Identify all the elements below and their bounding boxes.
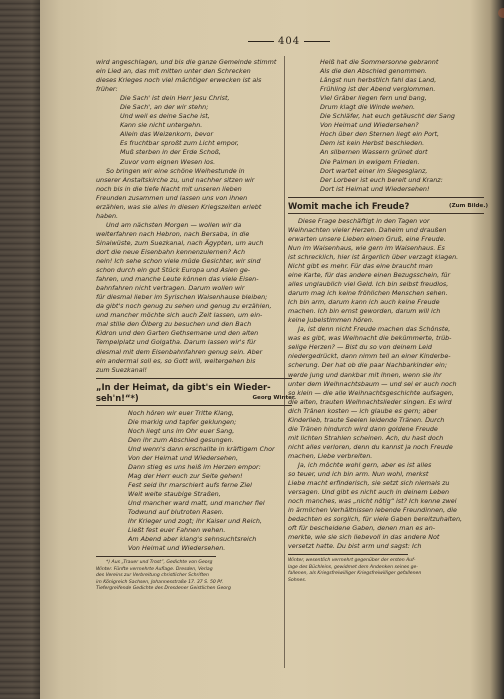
text-line: Der Lorbeer ist euch bereit und Kranz: [320,175,443,184]
text-line: Die Schläfer, hat euch getäuscht der Sang [320,112,455,121]
section-title: Womit mache ich Freude? [288,200,410,211]
text-line: weiterfahren nach Hebron, nach Bersaba, in die [96,229,250,238]
text-line: ein Lied an, das mit mitten unter den Schrecken [96,67,251,76]
text-line: Diese Frage beschäftigt in den Tagen vor [298,216,430,225]
text-line: Dem ist kein Herbst beschieden. [320,139,425,148]
text-line: machen. Ich bin ernst geworden, darum will ich [288,307,441,316]
text-line: machen, Liebe verbreiten. [288,451,373,460]
text-line: werde jung und dankbar mit ihnen, wenn sie ihr [288,370,442,379]
text-line: nein! Ich sehe schon viele müde Gesichter, wir sind [96,257,261,266]
text-line: noch manches, was „nicht nötig“ ist? Ich kenne zwei [288,497,457,506]
text-line: dort die neue Eisenbahn kennenzulernen? Ach [96,247,245,256]
footnote-rule [96,556,216,557]
rule [288,197,484,198]
text-line: unserer Anstaltskirche zu, und nachher sitzen wir [96,175,255,184]
text-line: Viel Gräber liegen fern und bang, [320,94,427,103]
text-line: fallenen, als Kriegsfreiwilliger Kriegsfreiwilliger gefallenen [288,571,422,577]
section-tag: (Zum Bilde.) [449,202,488,209]
text-line: Die Sach' ist dein Herr Jesu Christ, [120,94,230,103]
text-line: eine Karte, für das andere einen Bezugsschein, für [288,270,451,279]
text-line: Frühling ist der Abend verglommen. [320,85,436,94]
text-line: Ja, ich möchte wohl gern, aber es ist alles [298,460,432,469]
text-line: Winter. Fünfte vermehrte Auflage. Dresden, Verlag [96,566,213,572]
text-line: Ich bin arm, darum kann ich auch keine Freude [288,298,440,307]
text-line: die alten, trauten Weihnachtslieder singen. Es wird [288,397,452,406]
text-line: Drum klagt die Winde wehen. [320,103,416,112]
text-line: Hoch über den Sternen liegt ein Port, [320,130,440,139]
text-line: bedachten es sorglich, für viele Gaben bereitzuhalten, [288,515,463,524]
text-line: alles unglaublich viel Geld. Ich bin selbst freudlos, [288,280,449,289]
text-line: versetzt hatte. Du bist arm und sagst: Ich [288,542,422,551]
text-line: Am Abend aber klang's sehnsuchtsreich [128,535,257,544]
text-line: Todwund auf blutroten Rasen. [128,508,224,517]
text-line: mit lichten Strahlen scheinen. Ach, du hast doch [288,433,444,442]
text-line: Zuvor vom eignen Wesen los. [120,157,216,166]
text-line: Dann stieg es uns heiß im Herzen empor: [128,462,261,471]
text-line: niedergedrückt, dann nimm teil an einer Kinderbe- [288,352,451,361]
text-line: ein andermal soll es, so Gott will, weitergehen bis [96,356,256,365]
text-line: so klein — die alle Weihnachtsgeschichte aufsagen, [288,388,454,397]
text-line: dieses Krieges noch viel mächtiger erwecken ist als [96,76,262,85]
text-line: Tempelplatz und Golgatha. Darum lassen wir's für [96,338,256,347]
text-line: Die Palmen in ewigem Frieden. [320,157,420,166]
hymn-verse [96,94,296,166]
text-line: Und mancher ward matt, und mancher fiel [128,499,265,508]
text-line: Ihr Krieger und zogt; ihr Kaiser und Reich, [128,517,262,526]
text-line: Den ihr zum Abschied gesungen. [128,435,234,444]
intro-text [96,58,296,94]
rule [288,213,484,214]
text-line: früher: [96,85,118,94]
text-line: zum Suezkanal! [96,365,147,374]
text-line: erzählen, was sie alles in diesen Kriegszeiten erlebt [96,202,262,211]
text-line: Kinderlieb, traute Seelen leidende Tränen. Durch [288,415,445,424]
text-line: Kidron und den Garten Gethsemane und den alten [96,329,259,338]
text-line: Mag der Herr euch zur Seite gehen! [128,471,243,480]
poem-author: Georg Winter. [252,394,296,401]
text-line: und mancher möchte sich auch Zeit lassen, um ein- [96,311,263,320]
text-line: versagen. Und gibt es nicht auch in deinem Leben [288,488,450,497]
text-line: An silbernen Wassern grünet dort [320,148,428,157]
text-line: Heiß hat die Sommersonne gebrannt [320,58,439,66]
text-line: scherung. Der hat ob die paar Nachbarkinder ein; [288,361,447,370]
text-line: so teuer, und ich bin arm. Nun wohl, merkst [288,470,429,479]
section-heading [288,201,488,212]
text-line: merkte, wie sie sich liebevoll in das andere Not [288,533,440,542]
text-line: selige Herzen? — Bist du so von deinem Leid [288,343,432,352]
text-line: Von Heimat und Wiedersehen? [320,121,419,130]
book-spine [0,0,40,699]
left-column [96,58,296,592]
page-number: 404 [278,36,301,47]
text-line: haben. [96,211,119,220]
text-line: Weit weite staubige Straßen, [128,490,221,499]
text-line: Die Sach', an der wir stehn; [120,103,209,112]
text-line: Nun im Waisenhaus, wie gern im Waisenhaus. Es [288,243,445,252]
text-line: keine Jubelstimmen hören. [288,316,374,325]
text-line: Noch liegt uns im Ohr euer Sang, [128,426,235,435]
text-line: Von Heimat und Wiedersehen. [128,544,226,553]
text-line: unter dem Weihnachtsbaum — und sei er auch noch [288,379,457,388]
footnote-rule [288,554,408,555]
text-line: die Tränen hindurch wird dann goldene Freude [288,424,438,433]
text-line: Als die den Abschied genommen. [320,67,427,76]
rule [96,405,292,406]
text-line: mal stille den Ölberg zu besuchen und den Bach [96,320,252,329]
text-line: Noch hören wir euer Tritte Klang, [128,408,234,417]
right-column [288,58,488,584]
text-line: bahnfahren nicht vertragen. Darum wollen wir [96,284,245,293]
text-line: So bringen wir eine schöne Weihestunde in [106,166,245,175]
paragraph [288,325,488,461]
text-line: in ärmlichen Verhältnissen lebende Freundinnen, die [288,506,457,515]
text-line: Die markig und tapfer geklungen; [128,417,237,426]
text-line: Allein das Weizenkorn, bevor [120,130,214,139]
text-line: lage des Büchleins, gewidmet dem Andenken seines ge- [288,564,418,570]
text-line: Ja, ist denn nicht Freude machen das Schönste, [298,325,451,334]
text-line: Kann sie nicht untergehn. [120,121,203,130]
text-line: Tiefergreifende Gedichte des Dresdener Geistlichen Georg [96,586,231,592]
text-line: Winter, wesentlich vermehrt gegenüber der ersten Auf- [288,558,416,564]
paragraph [288,461,488,551]
text-line: Dort wartet einer im Siegesglanz, [320,166,428,175]
text-line: nicht alles verloren, denn du kannst ja noch Freude [288,442,453,451]
text-line: im Königreich Sachsen, Johannesstraße 17. 37 S. 50 Pf. [96,579,224,585]
text-line: Liebe macht erfinderisch, sie setzt sich niemals zu [288,479,450,488]
poem-title-line2: seh'n!“*) [96,392,139,403]
footnote [96,560,296,592]
text-line: wird angeschlagen, und bis die ganze Gemeinde stimmt [96,58,277,66]
text-line: Freunden zusammen und lassen uns von ihnen [96,193,248,202]
text-line: ist schrecklich, hier ist ärgerlich über verzagt klagen. [288,252,459,261]
rule [96,378,292,379]
text-line: noch bis in die tiefe Nacht mit unseren lieben [96,184,242,193]
text-line: Ließt fest euer Fahnen wehen. [128,526,226,535]
poem-body [96,409,296,554]
page-header [244,36,334,47]
book-page [64,0,494,699]
text-line: Sohnes. [288,577,307,583]
text-line: Sinaiwüste, zum Suezkanal, nach Ägypten, um auch [96,238,264,247]
text-line: Und am nächsten Morgen — wollen wir da [106,220,242,229]
text-line: schon durch ein gut Stück Europa und Asien ge- [96,266,251,275]
text-line: Und weil es deine Sache ist, [120,112,210,121]
text-line: Es fruchtbar sproßt zum Licht empor, [120,139,239,148]
text-line: Längst nun herbstlich fahl das Land, [320,76,437,85]
text-line: erwarten unsere Lieben einen Gruß, eine Freude. [288,234,446,243]
paragraph [96,221,296,375]
text-line: diesmal mit dem Eisenbahnfahren genug sein. Aber [96,347,263,356]
paragraph [288,217,488,326]
text-line: oft für bescheidene Gaben, denen man es an- [288,524,436,533]
text-line: *) Aus „Trauer und Trost“, Gedichte von Georg [106,560,213,566]
text-line: Nicht gibt es mehr. Für das eine braucht man [288,261,433,270]
footnote-continuation [288,558,488,584]
text-line: was es gibt, was Weihnacht die bekümmerte, trüb- [288,334,452,343]
text-line: Und wenn's dann erschallte in kräftigem Chor [128,444,275,453]
poem-title-line1: „In der Heimat, da gibt's ein Wieder- [96,381,271,392]
text-line: Fest seid ihr marschiert aufs ferne Ziel [128,481,252,490]
text-line: des Vereins zur Verbreitung christlicher Schriften [96,573,209,579]
text-line: für diesmal lieber im Syrischen Waisenhause bleiben; [96,293,268,302]
poem-title [96,382,296,404]
text-line: da gibt's noch genug zu sehen und genug zu erzählen, [96,302,272,311]
text-line: Dort ist Heimat und Wiedersehen! [320,184,430,193]
text-line: Weihnachten vieler Herzen. Daheim und draußen [288,225,447,234]
text-line: Muß sterben in der Erde Schoß, [120,148,221,157]
text-line: fahren, und manche Leute können das viele Eisen- [96,275,259,284]
text-line: dich Tränen kosten — ich glaube es gern; aber [288,406,438,415]
paragraph [96,167,296,221]
text-line: Von der Heimat und Wiedersehen, [128,453,238,462]
paper-stain [498,8,504,18]
text-line: darum mag ich keine fröhlichen Menschen sehen. [288,289,448,298]
poem-continuation [288,58,488,194]
